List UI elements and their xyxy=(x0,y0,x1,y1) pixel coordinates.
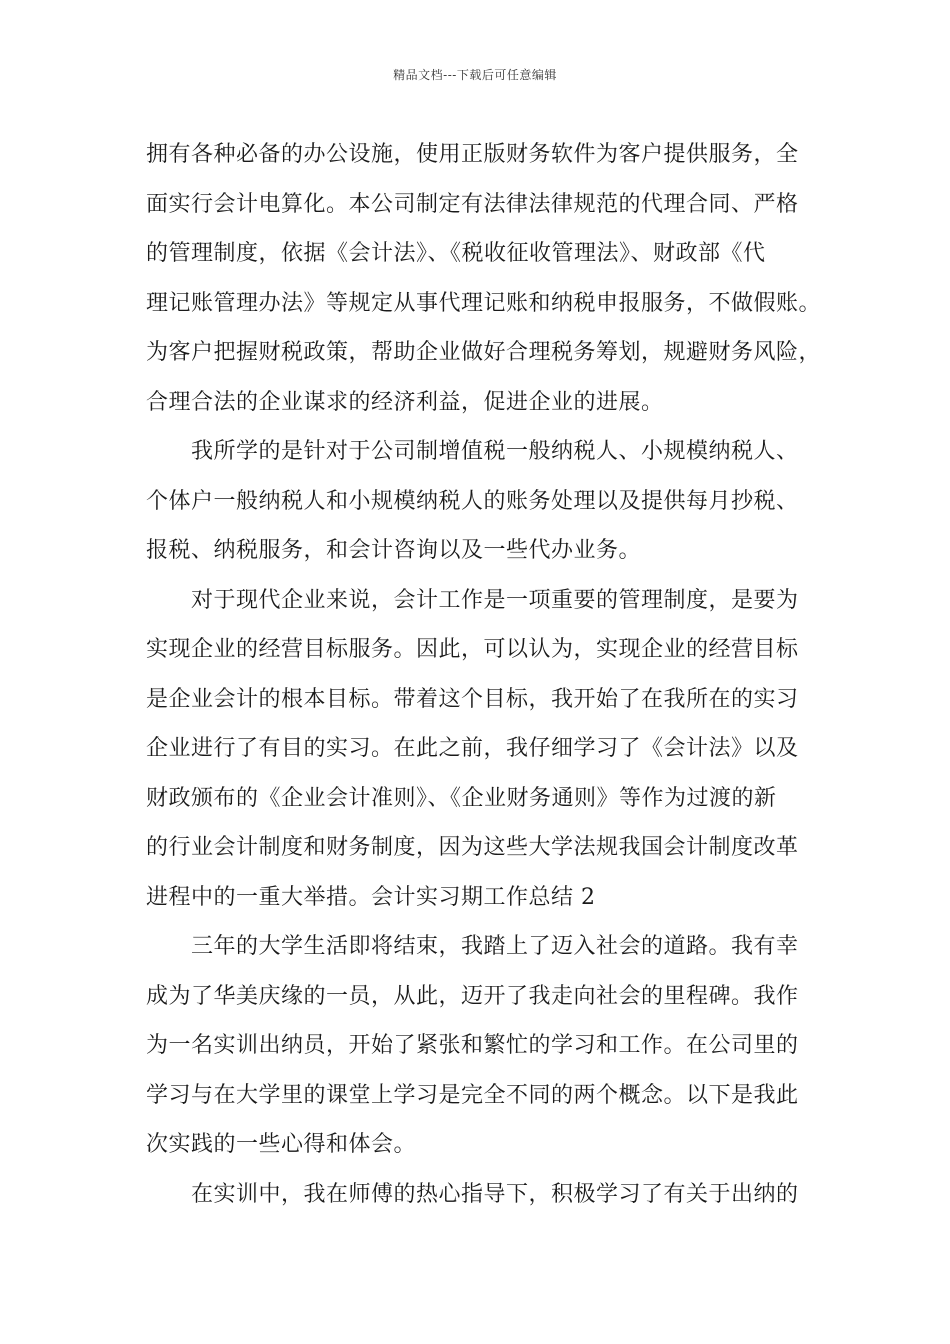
text-line: 次实践的一些心得和体会。 xyxy=(146,1132,417,1157)
text-line: 财政颁布的《企业会计准则》、《企业财务通则》等作为过渡的新 xyxy=(146,785,777,811)
text-line: 我所学的是针对于公司制增值税一般纳税人、小规模纳税人、 xyxy=(191,439,799,464)
text-line: 为客户把握财税政策，帮助企业做好合理税务筹划，规避财务风险， xyxy=(146,340,822,365)
text-line: 的行业会计制度和财务制度，因为这些大学法规我国会计制度改革 xyxy=(146,835,799,860)
page-header: 精品文档---下载后可任意编辑 xyxy=(393,68,557,82)
text-line: 实现企业的经营目标服务。因此，可以认为，实现企业的经营目标 xyxy=(146,637,799,662)
text-line: 合理合法的企业谋求的经济利益，促进企业的进展。 xyxy=(146,389,664,415)
text-line: 是企业会计的根本目标。带着这个目标，我开始了在我所在的实习 xyxy=(146,686,799,712)
text-line: 三年的大学生活即将结束，我踏上了迈入社会的道路。我有幸 xyxy=(191,934,799,959)
text-line: 进程中的一重大举措。会计实习期工作总结 2 xyxy=(146,884,596,910)
document-body xyxy=(146,130,822,1219)
text-line: 个体户一般纳税人和小规模纳税人的账务处理以及提供每月抄税、 xyxy=(146,488,799,514)
text-line: 理记账管理办法》等规定从事代理记账和纳税申报服务，不做假账。 xyxy=(146,290,822,316)
text-line: 面实行会计电算化。本公司制定有法律法律规范的代理合同、严格 xyxy=(146,191,799,217)
text-line: 报税、纳税服务，和会计咨询以及一些代办业务。 xyxy=(146,538,642,563)
text-line: 为一名实训出纳员，开始了紧张和繁忙的学习和工作。在公司里的 xyxy=(146,1033,799,1058)
text-line: 的管理制度，依据《会计法》、《税收征收管理法》、财政部《代 xyxy=(146,241,766,266)
text-line: 在实训中，我在师傅的热心指导下，积极学习了有关于出纳的 xyxy=(191,1181,799,1207)
text-line: 学习与在大学里的课堂上学习是完全不同的两个概念。以下是我此 xyxy=(146,1082,799,1108)
text-line: 成为了华美庆缘的一员，从此，迈开了我走向社会的里程碑。我作 xyxy=(146,983,799,1009)
text-line: 企业进行了有目的实习。在此之前，我仔细学习了《会计法》以及 xyxy=(146,736,799,761)
text-line: 对于现代企业来说，会计工作是一项重要的管理制度，是要为 xyxy=(191,587,799,613)
text-line: 拥有各种必备的办公设施，使用正版财务软件为客户提供服务，全 xyxy=(146,142,799,167)
